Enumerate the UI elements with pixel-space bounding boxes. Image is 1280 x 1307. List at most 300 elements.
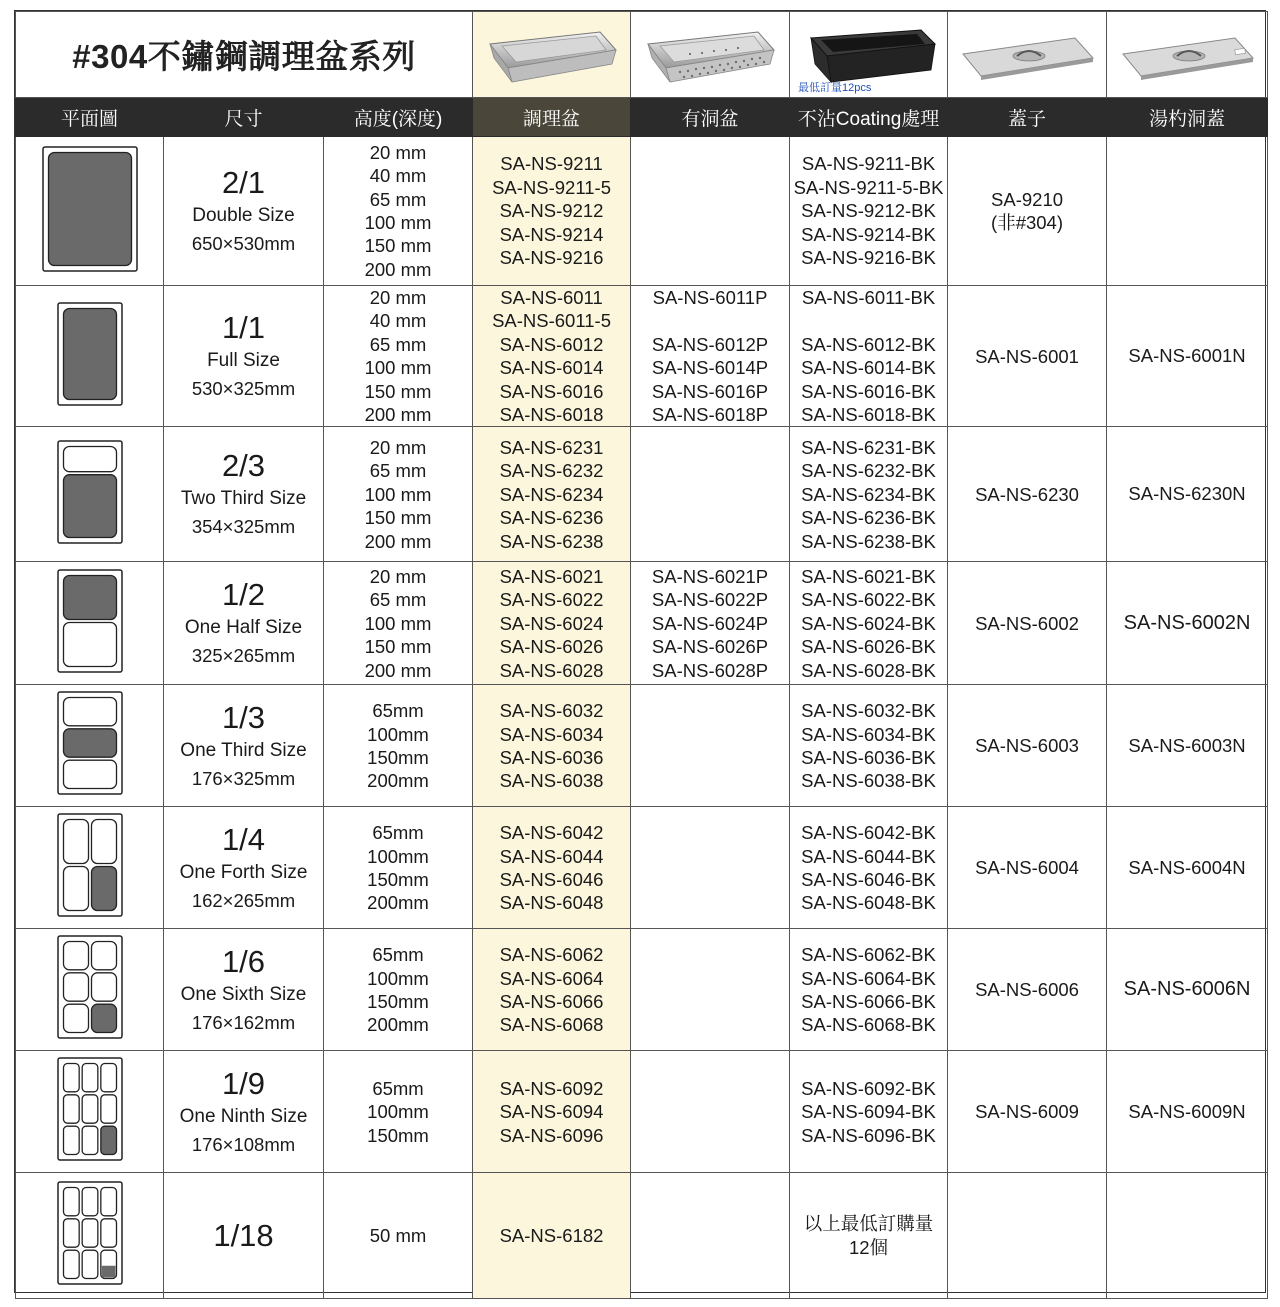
- height-cell: [324, 685, 473, 807]
- height-cell-line: 200mm: [367, 892, 429, 914]
- steel-pan-image: [482, 24, 622, 86]
- header-plan: 平面圖: [16, 98, 164, 137]
- perforated-code-cell-line: [631, 309, 789, 332]
- height-cell-line: 100 mm: [364, 212, 432, 233]
- pan-code-cell-line: SA-NS-6022: [499, 589, 604, 611]
- ladle-lid-code-cell: [1107, 286, 1268, 427]
- header-ladle-lid: 湯杓洞蓋: [1107, 98, 1268, 137]
- height-cell-line: 200 mm: [364, 659, 432, 681]
- height-cell-line: 20 mm: [369, 287, 427, 308]
- pan-code-cell-line: SA-NS-6068: [499, 1014, 604, 1036]
- height-cell-line: 65 mm: [369, 188, 427, 210]
- ladle-lid-code: SA-NS-6003N: [1128, 734, 1246, 756]
- plan-compartment: [82, 1095, 98, 1123]
- pan-code-cell: [473, 807, 631, 929]
- lid-code-cell: [948, 562, 1107, 685]
- header-row: [16, 98, 1268, 137]
- size-fraction: 1/9: [221, 1065, 266, 1101]
- pan-code-cell-line: SA-NS-6021: [499, 565, 604, 587]
- header-coated: 不沾Coating處理: [790, 98, 948, 137]
- plan-compartment: [63, 698, 116, 726]
- perforated-code-cell-line: SA-NS-6022P: [651, 589, 769, 611]
- lid-code-cell-line: SA-NS-6006: [975, 979, 1079, 1001]
- size-name: One Sixth Size: [180, 983, 307, 1005]
- pan-code-cell-line: SA-NS-6234: [499, 483, 604, 505]
- pan-code-cell-line: SA-NS-6036: [499, 746, 604, 768]
- height-cell-line: 65 mm: [369, 460, 427, 482]
- header-size: 尺寸: [164, 98, 324, 137]
- plan-cell: [16, 427, 164, 562]
- perforated-code-cell-line: SA-NS-6024P: [651, 612, 769, 634]
- coated-code-cell-line: SA-NS-6232-BK: [801, 460, 936, 482]
- pan-code-cell-line: SA-NS-6014: [499, 357, 604, 379]
- plan-compartment: [82, 1219, 98, 1247]
- height-cell-line: 40 mm: [369, 310, 427, 332]
- perforated-code-cell: [631, 929, 790, 1051]
- height-cell-line: 100mm: [367, 967, 429, 989]
- ladle-lid-code-cell: [1107, 929, 1268, 1051]
- plan-compartment-fill: [101, 1266, 115, 1278]
- coated-code-cell: [790, 807, 948, 929]
- ladle-lid-code-cell: [1107, 427, 1268, 562]
- table-row: [16, 427, 1268, 562]
- plan-cell: [16, 929, 164, 1051]
- plan-compartment: [100, 1219, 116, 1247]
- pan-code-cell-line: SA-NS-6034: [499, 723, 604, 745]
- coated-code-cell: [790, 562, 948, 685]
- pan-code-cell-line: SA-NS-6011-5: [492, 310, 611, 332]
- size-name: Double Size: [192, 205, 295, 226]
- height-cell-line: 20 mm: [369, 141, 427, 163]
- size-name: One Forth Size: [179, 861, 308, 883]
- height-cell: [324, 427, 473, 562]
- coated-code-cell-line: SA-NS-6096-BK: [801, 1124, 936, 1146]
- size-fraction: 2/3: [221, 448, 266, 484]
- table-row: [16, 1051, 1268, 1173]
- plan-compartment: [63, 942, 88, 970]
- height-cell: [324, 137, 473, 286]
- height-cell: [324, 562, 473, 685]
- plan-compartment: [91, 973, 116, 1001]
- plan-compartment: [100, 1188, 116, 1216]
- height-cell-line: 150mm: [367, 746, 429, 768]
- coated-code-cell: [790, 685, 948, 807]
- perforated-code-cell-line: SA-NS-6016P: [651, 380, 769, 402]
- ladle-lid-code: SA-NS-6002N: [1123, 611, 1251, 634]
- photo-perforated-pan: [631, 12, 790, 98]
- height-cell-line: 50 mm: [369, 1225, 427, 1247]
- coated-code-cell-line: SA-NS-6231-BK: [801, 436, 936, 458]
- pan-plan-diagram: [56, 568, 124, 674]
- pan-code-cell: [473, 1051, 631, 1173]
- catalog-title: #304不鏽鋼調理盆系列: [72, 38, 416, 75]
- height-cell-line: 65mm: [372, 822, 424, 844]
- plan-compartment: [91, 820, 116, 864]
- coated-code-cell-line: SA-NS-6012-BK: [801, 333, 936, 355]
- plan-compartment: [91, 867, 116, 911]
- pan-plan-diagram: [56, 1180, 124, 1286]
- plan-cell: [16, 1051, 164, 1173]
- pan-code-cell: [473, 929, 631, 1051]
- header-lid: 蓋子: [948, 98, 1107, 137]
- plan-compartment: [63, 1219, 79, 1247]
- size-dimensions: 530×325mm: [191, 378, 296, 400]
- height-cell: [324, 807, 473, 929]
- height-cell-line: 65mm: [372, 944, 424, 966]
- plan-compartment: [100, 1095, 116, 1123]
- height-cell-line: 100mm: [367, 845, 429, 867]
- height-cell: [324, 286, 473, 427]
- pan-code-cell-line: SA-NS-9214: [499, 223, 604, 245]
- pan-code-cell-line: SA-NS-6012: [499, 333, 604, 355]
- coated-code-cell-line: SA-NS-6042-BK: [801, 822, 936, 844]
- size-cell: [164, 1051, 324, 1173]
- coated-code-cell-line: [790, 309, 947, 332]
- coated-code-cell-line: SA-NS-6092-BK: [801, 1077, 936, 1099]
- pan-code-cell-line: SA-NS-6238: [499, 530, 604, 552]
- height-cell-line: 200mm: [367, 770, 429, 792]
- coated-code-cell-line: SA-NS-6234-BK: [801, 483, 936, 505]
- size-dimensions: 325×265mm: [191, 645, 296, 667]
- lid-code-cell-line: SA-NS-6230: [975, 483, 1079, 505]
- pan-code-cell-line: SA-NS-6064: [499, 967, 604, 989]
- pan-code-cell: [473, 1173, 631, 1299]
- plan-compartment: [63, 575, 116, 619]
- pan-code-cell-line: SA-NS-6096: [499, 1124, 604, 1146]
- size-fraction: 1/6: [221, 943, 266, 979]
- header-height: 高度(深度): [324, 98, 473, 137]
- height-cell: [324, 1173, 473, 1299]
- height-cell-line: 150mm: [367, 1124, 429, 1146]
- table-row: [16, 137, 1268, 286]
- plan-compartment: [63, 475, 116, 538]
- title-row: [16, 12, 1268, 98]
- header-perforated: 有洞盆: [631, 98, 790, 137]
- size-name: One Half Size: [184, 617, 303, 639]
- height-cell-line: 150mm: [367, 990, 429, 1012]
- coated-code-cell: [790, 929, 948, 1051]
- pan-code-cell-line: SA-NS-6232: [499, 460, 604, 482]
- ladle-lid-code: [1184, 1225, 1189, 1246]
- coated-code-cell: [790, 286, 948, 427]
- pan-code-cell-line: SA-NS-6046: [499, 868, 604, 890]
- height-cell-line: 100mm: [367, 1101, 429, 1123]
- lid-code-cell: [948, 427, 1107, 562]
- spec-table: [15, 11, 1268, 1299]
- coated-code-cell: [790, 137, 948, 286]
- plan-compartment: [82, 1251, 98, 1279]
- perforated-code-cell-line: SA-NS-6012P: [651, 333, 769, 355]
- height-cell-line: 65 mm: [369, 333, 427, 355]
- coated-code-cell-line: SA-NS-6026-BK: [801, 636, 936, 658]
- coated-code-cell-line: SA-NS-6066-BK: [801, 990, 936, 1012]
- plan-compartment: [63, 1064, 79, 1092]
- size-name: One Third Size: [180, 739, 307, 761]
- coated-code-cell-line: SA-NS-6016-BK: [801, 380, 936, 402]
- title-cell: [16, 12, 473, 98]
- perforated-code-cell: [631, 562, 790, 685]
- coated-code-cell-line: SA-NS-9211-5-BK: [793, 176, 944, 198]
- perforated-code-cell: [631, 1051, 790, 1173]
- size-fraction: 1/1: [221, 310, 266, 346]
- perforated-code-cell: [631, 807, 790, 929]
- perforated-code-cell-line: SA-NS-6021P: [651, 565, 769, 587]
- plan-compartment: [91, 1005, 116, 1033]
- height-cell-line: 150 mm: [364, 380, 432, 402]
- pan-plan-diagram: [56, 1056, 124, 1162]
- height-cell: [324, 929, 473, 1051]
- coated-code-cell-line: SA-NS-6024-BK: [801, 612, 936, 634]
- perforated-code-cell-line: SA-NS-6011P: [652, 287, 768, 308]
- coated-code-cell-line: SA-NS-6011-BK: [801, 287, 936, 308]
- size-cell: [164, 137, 324, 286]
- table-row: [16, 1173, 1268, 1299]
- perforated-code-cell-line: SA-NS-6026P: [651, 636, 769, 658]
- coated-code-cell-line: SA-NS-6021-BK: [801, 565, 936, 587]
- coated-code-cell-line: SA-NS-9214-BK: [801, 223, 936, 245]
- coated-code-cell-line: SA-NS-6048-BK: [801, 892, 936, 914]
- ladle-lid-code: SA-NS-6001N: [1128, 345, 1246, 367]
- size-dimensions: 176×108mm: [191, 1133, 296, 1155]
- plan-compartment: [63, 1188, 79, 1216]
- pan-code-cell: [473, 562, 631, 685]
- size-fraction: 1/4: [221, 821, 266, 857]
- pan-code-cell-line: SA-NS-6028: [499, 659, 604, 681]
- lid-code-cell: [948, 807, 1107, 929]
- coated-code-cell-line: SA-NS-6068-BK: [801, 1014, 936, 1036]
- pan-plan-diagram: [56, 439, 124, 545]
- plan-cell: [16, 807, 164, 929]
- plan-compartment: [63, 820, 88, 864]
- ladle-lid-code-cell: [1107, 1173, 1268, 1299]
- ladle-lid-code-cell: [1107, 685, 1268, 807]
- pan-code-cell-line: SA-NS-9216: [499, 247, 604, 269]
- photo-flat-lid: [948, 12, 1107, 98]
- lid-code-cell: [948, 1051, 1107, 1173]
- size-name: One Ninth Size: [179, 1105, 308, 1127]
- size-fraction: 1/18: [213, 1217, 274, 1253]
- size-cell: [164, 562, 324, 685]
- coated-code-cell-line: SA-NS-9212-BK: [801, 200, 936, 222]
- plan-compartment: [82, 1064, 98, 1092]
- pan-code-cell-line: SA-NS-6042: [499, 822, 604, 844]
- photo-steel-pan: [473, 12, 631, 98]
- coated-code-cell-line: SA-NS-6238-BK: [801, 530, 936, 552]
- pan-code-cell-line: SA-NS-6038: [499, 770, 604, 792]
- size-cell: [164, 427, 324, 562]
- table-row: [16, 562, 1268, 685]
- pan-code-cell-line: SA-NS-6092: [499, 1077, 604, 1099]
- ladle-lid-code: SA-NS-6004N: [1128, 856, 1246, 878]
- height-cell-line: 150 mm: [364, 507, 432, 529]
- pan-code-cell: [473, 137, 631, 286]
- notched-lid-image: [1117, 24, 1257, 86]
- height-cell-line: 65 mm: [369, 589, 427, 611]
- perforated-code-cell-line: SA-NS-6014P: [651, 357, 769, 379]
- pan-plan-diagram: [41, 145, 139, 273]
- ladle-lid-code: SA-NS-6009N: [1128, 1100, 1246, 1122]
- lid-code-cell-line: SA-NS-6001: [975, 345, 1079, 367]
- plan-cell: [16, 562, 164, 685]
- lid-code-cell: [948, 137, 1107, 286]
- pan-code-cell-line: SA-NS-6062: [499, 944, 604, 966]
- perforated-code-cell: [631, 1173, 790, 1299]
- ladle-lid-code: SA-NS-6230N: [1128, 483, 1246, 505]
- size-cell: [164, 929, 324, 1051]
- pan-code-cell-line: SA-NS-6044: [499, 845, 604, 867]
- pan-code-cell-line: SA-NS-6231: [499, 436, 604, 458]
- pan-code-cell-line: SA-NS-6236: [499, 507, 604, 529]
- pan-code-cell-line: SA-NS-9212: [499, 200, 604, 222]
- perforated-code-cell: [631, 427, 790, 562]
- lid-code-cell: [948, 685, 1107, 807]
- photo-coated-pan: [790, 12, 948, 98]
- plan-compartment: [63, 729, 116, 757]
- coated-code-cell-line: SA-NS-6046-BK: [801, 868, 936, 890]
- height-cell-line: 200mm: [367, 1014, 429, 1036]
- coated-code-cell-line: SA-NS-6022-BK: [801, 589, 936, 611]
- height-cell-line: 150 mm: [364, 235, 432, 257]
- table-row: [16, 807, 1268, 929]
- height-cell-line: 100 mm: [364, 483, 432, 505]
- plan-compartment: [63, 622, 116, 666]
- size-cell: [164, 286, 324, 427]
- plan-cell: [16, 286, 164, 427]
- pan-code-cell-line: SA-NS-6026: [499, 636, 604, 658]
- pan-code-cell-line: SA-NS-6032: [499, 700, 604, 722]
- plan-compartment: [63, 761, 116, 789]
- lid-code-cell-line: SA-NS-6004: [975, 857, 1079, 879]
- height-cell-line: 100mm: [367, 723, 429, 745]
- pan-code-cell: [473, 286, 631, 427]
- height-cell-line: 200 mm: [364, 258, 432, 280]
- photo-moq-note: 最低訂量12pcs: [798, 82, 872, 94]
- ladle-lid-code: SA-NS-6006N: [1123, 978, 1251, 1001]
- coated-code-cell-line: SA-NS-9211-BK: [801, 153, 936, 175]
- height-cell-line: 20 mm: [369, 565, 427, 587]
- pan-code-cell-line: SA-NS-6094: [499, 1101, 604, 1123]
- size-dimensions: 176×162mm: [191, 1011, 296, 1033]
- size-cell: [164, 1173, 324, 1299]
- coated-code-cell-line: SA-NS-6094-BK: [801, 1101, 936, 1123]
- pan-code-cell-line: SA-NS-9211-5: [492, 176, 611, 198]
- size-cell: [164, 685, 324, 807]
- pan-code-cell-line: SA-NS-6048: [499, 892, 604, 914]
- plan-compartment: [91, 942, 116, 970]
- plan-compartment: [100, 1064, 116, 1092]
- flat-lid-image: [957, 24, 1097, 86]
- lid-code-cell-line: SA-NS-6009: [975, 1101, 1079, 1123]
- height-cell: [324, 1051, 473, 1173]
- plan-compartment: [82, 1127, 98, 1155]
- height-cell-line: 65mm: [372, 1077, 424, 1099]
- size-dimensions: 650×530mm: [191, 233, 296, 254]
- coated-code-cell-line: SA-NS-6014-BK: [801, 357, 936, 379]
- plan-compartment: [63, 1251, 79, 1279]
- plan-compartment: [100, 1127, 116, 1155]
- size-cell: [164, 807, 324, 929]
- perforated-pan-image: [640, 24, 780, 86]
- lid-code-cell-line: (非#304): [991, 212, 1064, 233]
- table-row: [16, 685, 1268, 807]
- ladle-lid-code-cell: [1107, 1051, 1268, 1173]
- coated-code-cell-line: SA-NS-6062-BK: [801, 944, 936, 966]
- size-dimensions: 354×325mm: [191, 516, 296, 538]
- height-cell-line: 40 mm: [369, 165, 427, 187]
- ladle-lid-code-cell: [1107, 562, 1268, 685]
- perforated-code-cell-line: SA-NS-6018P: [651, 404, 769, 426]
- ladle-lid-code-cell: [1107, 807, 1268, 929]
- plan-cell: [16, 137, 164, 286]
- plan-compartment: [48, 152, 131, 265]
- height-cell-line: 100 mm: [364, 357, 432, 379]
- height-cell-line: 200 mm: [364, 530, 432, 552]
- coated-code-cell-line: SA-NS-6034-BK: [801, 723, 936, 745]
- coated-code-cell-line: SA-NS-9216-BK: [801, 247, 936, 269]
- size-fraction: 1/3: [221, 699, 266, 735]
- size-name: Two Third Size: [180, 488, 307, 510]
- plan-compartment: [63, 308, 116, 399]
- size-fraction: 1/2: [221, 577, 266, 613]
- header-pan: 調理盆: [473, 98, 631, 137]
- size-fraction: 2/1: [221, 165, 266, 200]
- height-cell-line: 150mm: [367, 868, 429, 890]
- pan-code-cell-line: SA-NS-9211: [500, 153, 603, 175]
- coated-code-cell-line: SA-NS-6032-BK: [801, 700, 936, 722]
- pan-code-cell-line: SA-NS-6018: [499, 404, 604, 426]
- pan-code-cell: [473, 427, 631, 562]
- pan-code-cell: [473, 685, 631, 807]
- size-name: Full Size: [207, 350, 280, 372]
- plan-cell: [16, 685, 164, 807]
- coated-code-cell: [790, 1051, 948, 1173]
- pan-catalog-table: [14, 10, 1266, 1293]
- pan-code-cell-line: SA-NS-6066: [499, 990, 604, 1012]
- perforated-code-cell-line: SA-NS-6028P: [651, 659, 769, 681]
- size-dimensions: 162×265mm: [191, 889, 296, 911]
- lid-code-cell-line: SA-NS-6003: [975, 735, 1079, 757]
- lid-code-cell: [948, 929, 1107, 1051]
- coated-code-cell: [790, 1173, 948, 1299]
- coated-code-cell-line: SA-NS-6036-BK: [801, 746, 936, 768]
- pan-plan-diagram: [56, 812, 124, 918]
- ladle-lid-code-cell: [1107, 137, 1268, 286]
- perforated-code-cell: [631, 286, 790, 427]
- height-cell-line: 100 mm: [364, 612, 432, 634]
- height-cell-line: 150 mm: [364, 636, 432, 658]
- black-coated-pan-image: [799, 24, 939, 86]
- pan-code-cell-line: SA-NS-6182: [499, 1225, 604, 1247]
- coated-code-cell-line: SA-NS-6064-BK: [801, 967, 936, 989]
- pan-plan-diagram: [56, 301, 124, 407]
- pan-plan-diagram: [56, 690, 124, 796]
- plan-compartment: [63, 446, 116, 471]
- ladle-lid-code: [1184, 200, 1189, 221]
- plan-compartment: [63, 1005, 88, 1033]
- plan-compartment: [63, 973, 88, 1001]
- plan-compartment: [63, 1127, 79, 1155]
- pan-code-cell-line: SA-NS-6024: [499, 612, 604, 634]
- perforated-code-cell: [631, 137, 790, 286]
- lid-code-cell: [948, 286, 1107, 427]
- pan-plan-diagram: [56, 934, 124, 1040]
- pan-code-cell-line: SA-NS-6011: [500, 287, 603, 308]
- size-dimensions: 176×325mm: [191, 767, 296, 789]
- lid-code-cell: [948, 1173, 1107, 1299]
- lid-code-cell-line: SA-9210: [991, 188, 1064, 210]
- coated-code-cell-line: SA-NS-6044-BK: [801, 845, 936, 867]
- table-row: [16, 929, 1268, 1051]
